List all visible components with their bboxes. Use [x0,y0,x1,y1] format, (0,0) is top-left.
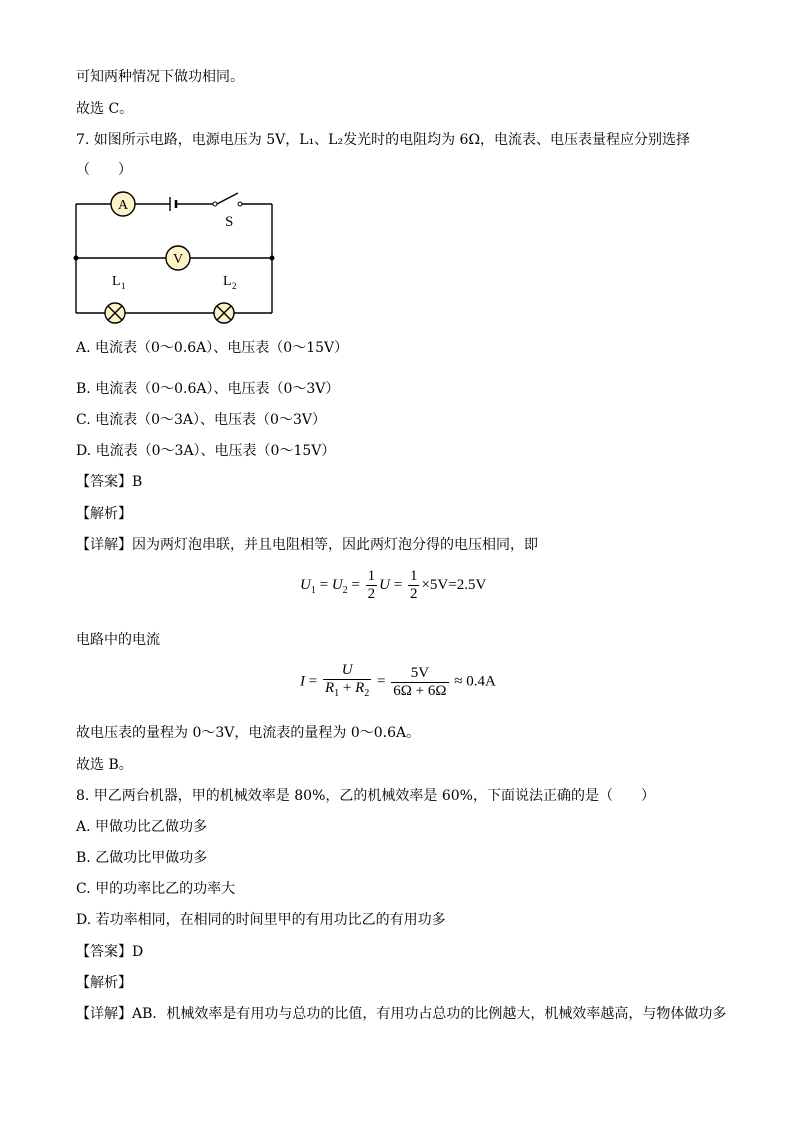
switch-contact [238,202,242,206]
answer-7: 【答案】B [76,474,143,490]
question-7-paren: （ ） [76,162,132,178]
option-8d: D. 若功率相同，在相同的时间里甲的有用功比乙的有用功多 [76,912,446,928]
choose-7: 故选 B。 [76,757,133,773]
junction-dot [74,256,79,261]
analysis-heading-7: 【解析】 [76,506,132,522]
option-8c: C. 甲的功率比乙的功率大 [76,881,236,897]
option-d: D. 电流表（0～3A）、电压表（0～15V） [76,443,336,459]
conclusion-7: 故电压表的量程为 0～3V，电流表的量程为 0～0.6A。 [76,725,421,741]
detail-8: 【详解】AB．机械效率是有用功与总功的比值，有用功占总功的比例越大，机械效率越高，与物体做功多 [76,1006,727,1022]
equation-1: $U_1 = U_2$ = $\frac{1}{2}$ U = $\frac{1}{2}$ ×5V=2.5V [300,568,487,602]
current-label: 电路中的电流 [76,632,160,648]
switch-label: S [225,214,234,230]
circuit-diagram [70,185,280,325]
ammeter-label: A [117,198,129,213]
analysis-heading-8: 【解析】 [76,975,132,991]
text-line: 故选 C。 [76,101,134,117]
lamp-1-sub: 1 [121,281,126,291]
option-8a: A. 甲做功比乙做功多 [76,819,208,835]
answer-8: 【答案】D [76,944,144,960]
question-8: 8. 甲乙两台机器，甲的机械效率是 80%，乙的机械效率是 60%，下面说法正确的是（ ） [76,788,655,804]
question-7: 7. 如图所示电路，电源电压为 5V，L₁、L₂发光时的电阻均为 6Ω，电流表、电压表量程应分别选择 [76,132,691,148]
switch-contact [213,202,217,206]
option-b: B. 电流表（0～0.6A）、电压表（0～3V） [76,381,340,397]
switch-blade [217,193,238,204]
option-c: C. 电流表（0～3A）、电压表（0～3V） [76,412,326,428]
voltmeter-label: V [172,252,184,267]
lamp-2-label: L [223,274,232,289]
option-a: A. 电流表（0～0.6A）、电压表（0～15V） [76,340,349,356]
lamp-1-label: L [112,274,121,289]
equation-2: I = $\frac{U}{R_1 + R_2}$ = $\frac{5V}{6\Omega + 6\Omega}$ ≈ 0.4A [300,662,496,699]
lamp-2-sub: 2 [232,281,237,291]
junction-dot [270,256,275,261]
text-line: 可知两种情况下做功相同。 [76,69,244,85]
detail-7: 【详解】因为两灯泡串联，并且电阻相等，因此两灯泡分得的电压相同，即 [76,537,538,553]
option-8b: B. 乙做功比甲做功多 [76,850,208,866]
